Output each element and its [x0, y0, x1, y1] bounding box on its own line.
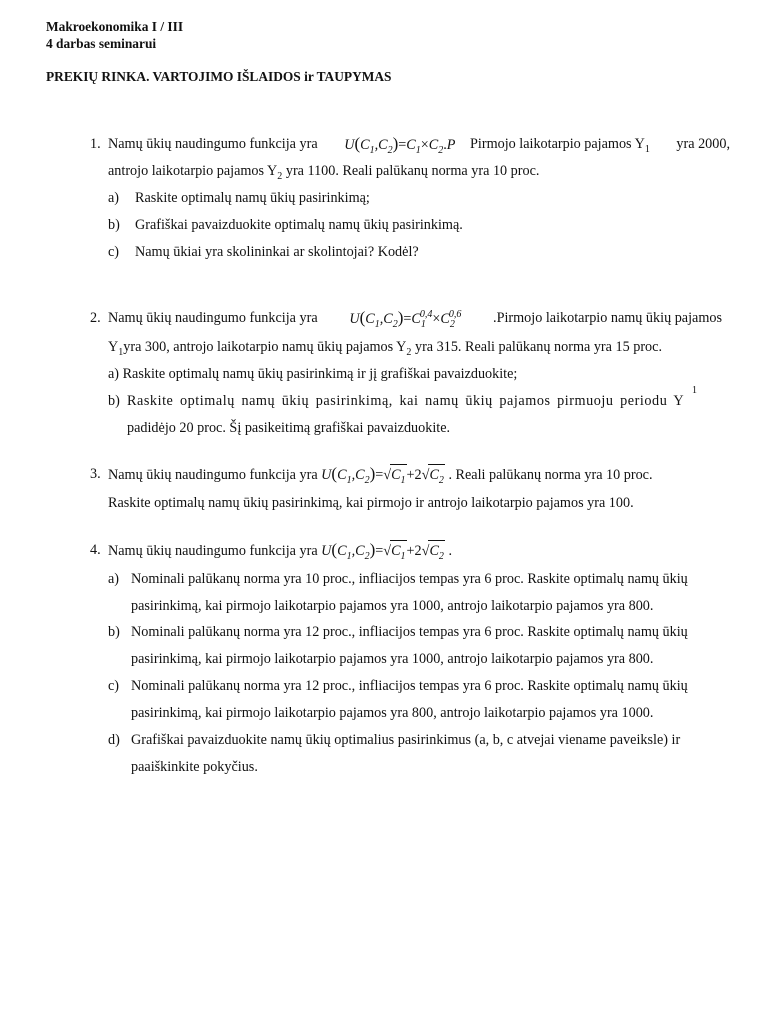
task-1-item-a: Raskite optimalų namų ūkių pasirinkimą;: [135, 190, 370, 206]
task-3-number: 3.: [90, 466, 101, 482]
task-2-text-a: Namų ūkių naudingumo funkcija yra: [108, 310, 318, 326]
task-4-item-d-label: d): [108, 732, 120, 748]
task-4-item-a-line1: Nominali palūkanų norma yra 10 proc., infliacijos tempas yra 6 proc. Raskite optimalų namų ūkių: [131, 571, 688, 587]
task-1-text-c: yra 2000,: [676, 136, 730, 152]
utility-formula-3: $U(C_1,C_2)=√C_1+2√C_2$: [321, 464, 444, 486]
utility-formula-1: $U(C_1,C_2)=C_1\times C_2.P$: [344, 134, 456, 156]
task-2-item-b-line1: Raskite optimalų namų ūkių pasirinkimą, kai namų ūkių pajamos pirmuoju periodu Y 1: [127, 385, 697, 409]
task-4-line1: Namų ūkių naudingumo funkcija yra $U(C_1,C_2)=√C_1+2√C_2$ .: [108, 540, 452, 562]
task-2-item-a: a) Raskite optimalų namų ūkių pasirinkimą ir jį grafiškai pavaizduokite;: [108, 366, 518, 382]
task-4-item-b-line2: pasirinkimą, kai pirmojo laikotarpio pajamos yra 1000, antrojo laikotarpio pajamos yra 800.: [131, 651, 654, 667]
task-1-number: 1.: [90, 136, 101, 152]
task-4-item-d-line2: paaiškinkite pokyčius.: [131, 759, 258, 775]
task-1-line1: [108, 134, 730, 155]
task-2-item-b-label: b): [108, 393, 120, 409]
task-2-line2: $Y_1yra$ 300, antrojo laikotarpio namų ūkių pajamos $Y_2$ yra 315. Reali palūkanų norma yra 15 proc.: [108, 339, 662, 358]
task-4-number: 4.: [90, 542, 101, 558]
topic-title: PREKIŲ RINKA. VARTOJIMO IŠLAIDOS ir TAUPYMAS: [46, 69, 392, 84]
task-4-item-a-line2: pasirinkimą, kai pirmojo laikotarpio pajamos yra 1000, antrojo laikotarpio pajamos yra 800.: [131, 598, 654, 614]
task-1-text-a: Namų ūkių naudingumo funkcija yra: [108, 136, 318, 152]
task-1-item-c-label: c): [108, 244, 120, 260]
task-4-item-b-label: b): [108, 624, 120, 640]
assignment-title: 4 darbas seminarui: [46, 36, 157, 51]
task-4-item-a-label: a): [108, 571, 120, 587]
utility-formula-4: $U(C_1,C_2)=√C_1+2√C_2$: [321, 540, 444, 562]
utility-formula-2: $U(C_1,C_2)=C_1^{0,4}\times C_2^{0,6}$: [349, 308, 462, 330]
task-2-line1: [108, 308, 722, 329]
task-1-text-b: Pirmojo laikotarpio pajamos $Y_1$: [470, 136, 650, 155]
task-4-item-c-label: c): [108, 678, 120, 694]
task-4-item-b-line1: Nominali palūkanų norma yra 12 proc., infliacijos tempas yra 6 proc. Raskite optimalų namų ūkių: [131, 624, 688, 640]
task-1-item-b: Grafiškai pavaizduokite optimalų namų ūkių pasirinkimą.: [135, 217, 463, 233]
task-2-number: 2.: [90, 310, 101, 326]
task-3-line2: Raskite optimalų namų ūkių pasirinkimą, kai pirmojo ir antrojo laikotarpio pajamos yra 100.: [108, 495, 634, 511]
task-2-item-b-line2: padidėjo 20 proc. Šį pasikeitimą grafiškai pavaizduokite.: [127, 420, 451, 436]
task-1-line2: antrojo laikotarpio pajamos $Y_2$ yra 1100. Reali palūkanų norma yra 10 proc.: [108, 163, 540, 182]
task-3-line1: Namų ūkių naudingumo funkcija yra $U(C_1,C_2)=√C_1+2√C_2$ . Reali palūkanų norma yra 10 proc.: [108, 464, 653, 486]
task-4-item-c-line2: pasirinkimą, kai pirmojo laikotarpio pajamos yra 800, antrojo laikotarpio pajamos yra 1000.: [131, 705, 654, 721]
task-1-item-a-label: a): [108, 190, 120, 206]
task-1-item-b-label: b): [108, 217, 120, 233]
task-4-item-d-line1: Grafiškai pavaizduokite namų ūkių optimalius pasirinkimus (a, b, c atvejai viename paveiksle) ir: [131, 732, 681, 748]
task-4-item-c-line1: Nominali palūkanų norma yra 12 proc., infliacijos tempas yra 6 proc. Raskite optimalų namų ūkių: [131, 678, 688, 694]
task-1-item-c: Namų ūkiai yra skolininkai ar skolintojai? Kodėl?: [135, 244, 419, 260]
task-2-text-b: .Pirmojo laikotarpio namų ūkių pajamos: [493, 310, 722, 326]
course-title: Makroekonomika I / III: [46, 19, 184, 34]
